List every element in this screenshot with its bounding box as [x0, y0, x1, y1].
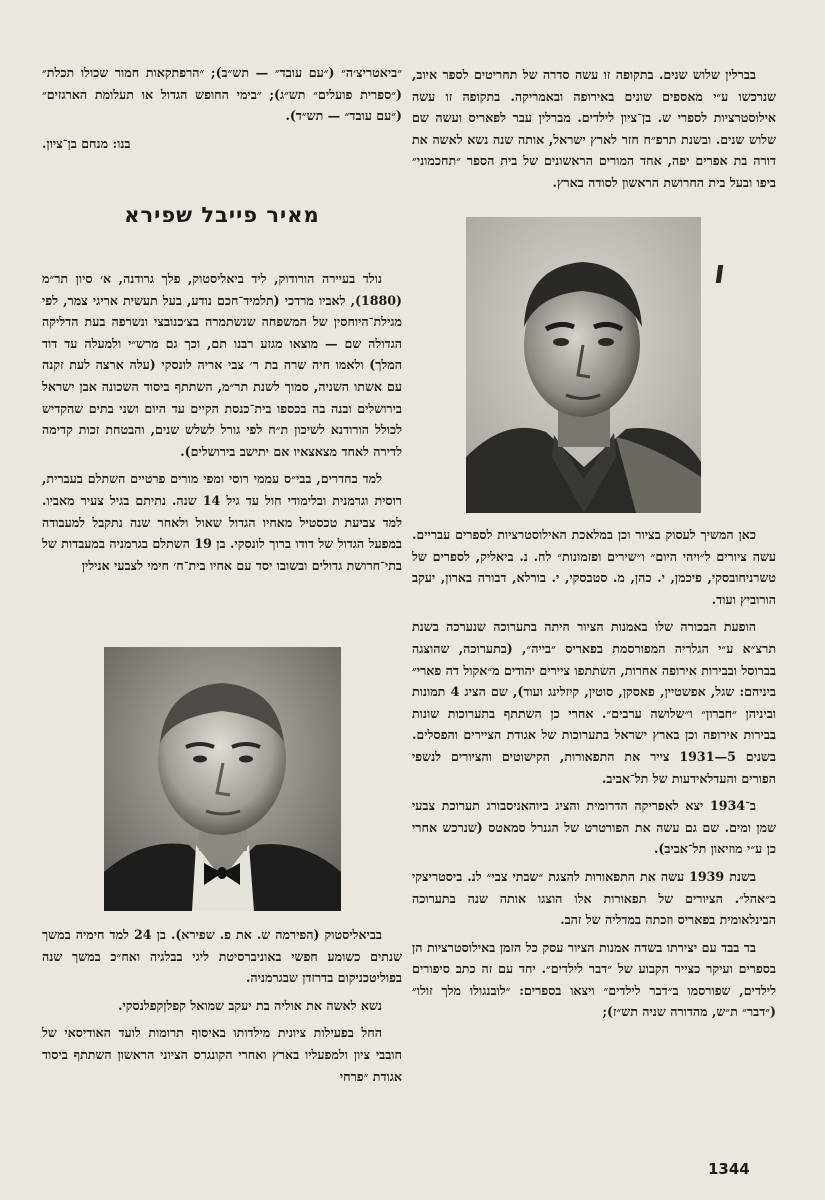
entry-title: מאיר פייבל שפירא	[124, 203, 320, 227]
left-column-top	[42, 62, 402, 154]
right-column-bottom	[412, 524, 776, 1023]
text-paragraph: הופעת הבכורה שלו באמנות הציור היתה בתערוכה שנערכה בשנת תרצ״א ע״י הגלריה המפורסמת בפאריס ״בייה״, (בתערוכה, שהוצגה בברוסל ובבירות אירופה אחרות, השתתפו ציירים יהודים מ״אקול דה פארי״ ביניהם: שגל, אפשטיין, פאסקן, סוטין, קיזלינג ועוד), שם הציג 4 תמונות וביניהן ״חברון״ ו״שלושה ערבים״. אחרי כן השתתף בתערוכות שונות בבירות אירופה וכן בארץ ישראל בתערוכות של אגודת הציירים והפסלים. בשנים 5—1931 צייר את התפאורות, הקישוטים והציורים לנשפי הפורים והעדלאידעות של תל־אביב.	[412, 619, 776, 786]
right-column-top	[412, 64, 776, 194]
portrait-photo-upper	[466, 217, 701, 513]
text-paragraph: בד בבד עם יצירתו בשדה אמנות הציור עסק כל הזמן באילוסטרציות הן בספרים ועיקר כצייר הקבוע של ״דבר לילדים״. יחד עם זה כתב סיפורים לילדים, שפורסמו ב״דבר לילדים״ ויצאו בספרים: ״לובנגולו מלך זולו״ (״דבר״ ת״ש, מהדורה שניה תש״ז);	[412, 939, 776, 1020]
portrait-photo-lower	[104, 647, 341, 911]
text-paragraph: כאן המשיך לעסוק בציור וכן במלאכת האילוסטרציות לספרים עבריים. עשה ציורים ל״ויהי היום״ ו״שירים ופזמונות״ לח. נ. ביאליק, לספרים של טשרניחובסקי, פיכמן, י. כהן, מ. סטבסקי, י. בורלא, דבורה בארון, יעקב הורוביץ ועוד.	[412, 527, 776, 607]
text-paragraph: נולד בעיירה הורודוק, ליד ביאליסטוק, פלך גרודנה, א׳ סיון תר״מ (1880), לאביו מרדכי (תלמיד־חכם נודע, בעל תעשית אריגי צמר, לפי מגילת־היוחסין של המשפחה שנשתמרה בצ׳כנובצי ונשרפה בעת הדליקה הגדולה שם — מוצאו מגזע רבנו תם, וכך גם מרש״י ולמעלה עד דוד המלך) ולאמו חיה שרה בת ר׳ צבי אריה לונסקי (עלה ארצה לעת זקנה עם אשתו השניה, סמוך לשנת תר״מ, השתתף ביסוד השכונה אבן ישראל בירושלים ובנה בה בכספו בית־כנסת הקיים עד היום ושני בתים שהקדיש לכולל הורודנא לשיכון ת״ח לפי גורל לשלש שנים, והבטחת זכות קדימה לדירה לאחד מצאצאיו אם יתישב בירושלים).	[42, 271, 402, 459]
text-paragraph: בברלין שלוש שנים. בתקופה זו עשה סדרה של תחריטים לספר איוב, שנרכשו ע״י מאספים שונים באירופה ובאמריקה. בתקופה זו עשה אילוסטרציות לספרי ש. בן־ציון לילדים. מברלין עבר לפאריס ועשה שם שלוש שנים. ובשנת תרפ״ח חזר לארץ ישראל, אותה שנה נשא לאשה את דורה בת אפרים יפה, אחד המורים הראשונים של בית הספר ״תחכמוני״ ביפו ובעל בית החרושת הראשון לסודה בארץ.	[412, 67, 776, 190]
text-paragraph: למד בחדרים, בבי״ס עממי רוסי ומפי מורים פרטיים השתלם בעברית, רוסית וגרמנית ובלימודי חול עד גיל 14 שנה. נתיתם בגיל צעיר מאביו. למד צביעת טכסטיל מאחיו הגדול שאול ולאחר שנה נתקבל למעבודה במפעל הגדול של דודו ברוך לונסקי. בן 19 השתלם בגרמניה במעבדות של בתי־חרושת גדולים ובשובו יסד עם אחיו בית־ח׳ חימי לצבעי אנילין	[42, 471, 402, 573]
margin-mark	[716, 265, 724, 283]
page-number: 1344	[708, 1160, 750, 1178]
author-signature: בנו: מנחם בן־ציון.	[42, 135, 131, 151]
text-paragraph: בשנת 1939 עשה את התפאורות להצגת ״שבתי צבי״ לנ. ביסטריצקי ב״אהל״. הציורים של תפאורות אלו הוצגו אותה שנה בתערוכה הבינלאומית בפאריס וזכתה במדליה של זהב.	[412, 868, 776, 928]
text-paragraph: נשא לאשה את אוליה בת יעקב שמואל קפלןקפלנסקי.	[118, 997, 382, 1013]
text-paragraph: בביאליסטוק (הפירמה ש. את פ. שפירא). בן 24 למד חימיה במשך שנתים כשומע חפשי באוניברסיטת ליגי בבלגיה ואח״כ במשך שנה בפוליטכניקום בדרזדן שבגרמניה.	[42, 927, 402, 986]
left-column-bottom	[42, 924, 402, 1087]
left-column-middle	[42, 268, 402, 576]
text-paragraph: ב־1934 יצא לאפריקה הדרומית והציג ביוהאניסבורג תערוכת צבעי שמן ומים. שם גם עשה את הפורטרט של הגנרל סמאטס (שנרכש אחרי כן ע״י מוזיאון תל־אביב).	[412, 798, 776, 857]
text-paragraph: ״ביאטריצ׳ה״ (״עם עובד״ — תש״ב); ״הרפתקאות חמור שכולו תכלת״ (״ספרית פועלים״ תש״ג); ״בימי החופש הגדול או תעלומת הארגזים״ (״עם עובד״ — תש״ד).	[42, 65, 402, 124]
text-paragraph: החל בפעילות ציונית מילדותו באיסוף תרומות לועד האודיסאי של חובבי ציון ולמפעליו בארץ ואחרי הקונגרס הציוני הראשון השתתף ביסוד אגודת ״פרחי	[42, 1025, 402, 1084]
